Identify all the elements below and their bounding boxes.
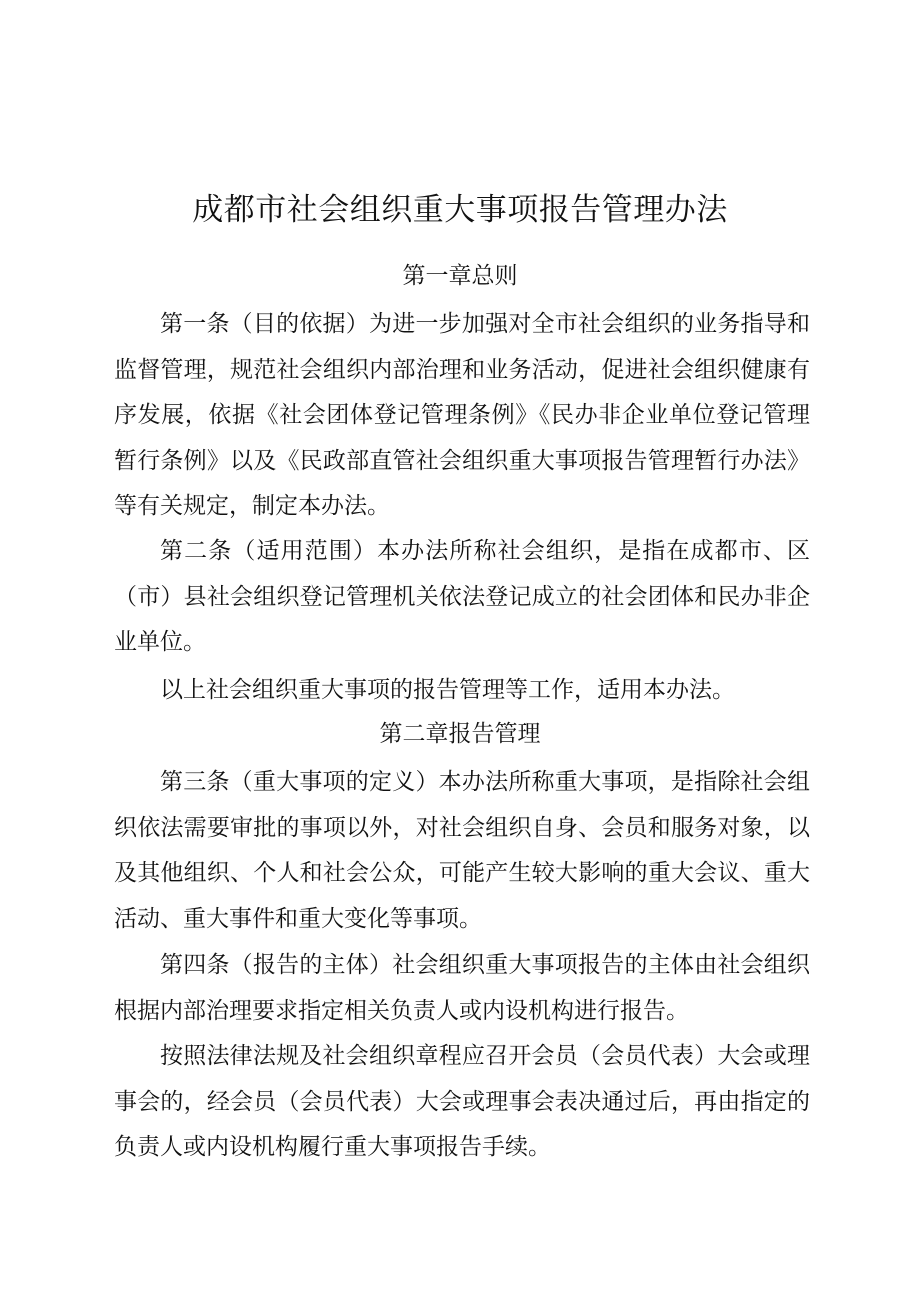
chapter-heading: 第二章报告管理 bbox=[379, 721, 541, 747]
article-paragraph: 第二条（适用范围）本办法所称社会组织，是指在成都市、区（市）县社会组织登记管理机关依法登记成立的社会团体和民办非企业单位。 bbox=[114, 538, 810, 656]
document-title: 成都市社会组织重大事项报告管理办法 bbox=[192, 192, 728, 228]
article-paragraph: 以上社会组织重大事项的报告管理等工作，适用本办法。 bbox=[160, 677, 735, 703]
chapter-heading: 第一章总则 bbox=[402, 263, 518, 289]
article-paragraph: 第一条（目的依据）为进一步加强对全市社会组织的业务指导和监督管理，规范社会组织内部治理和业务活动，促进社会组织健康有序发展，依据《社会团体登记管理条例》《民办非企业单位登记管理暂行条例》以及《民政部直管社会组织重大事项报告管理暂行办法》等有关规定，制定本办法。 bbox=[114, 311, 810, 520]
article-paragraph: 第四条（报告的主体）社会组织重大事项报告的主体由社会组织根据内部治理要求指定相关负责人或内设机构进行报告。 bbox=[114, 952, 810, 1024]
article-paragraph: 按照法律法规及社会组织章程应召开会员（会员代表）大会或理事会的，经会员（会员代表）大会或理事会表决通过后，再由指定的负责人或内设机构履行重大事项报告手续。 bbox=[114, 1043, 810, 1161]
article-paragraph: 第三条（重大事项的定义）本办法所称重大事项，是指除社会组织依法需要审批的事项以外，对社会组织自身、会员和服务对象，以及其他组织、个人和社会公众，可能产生较大影响的重大会议、重大活动、重大事件和重大变化等事项。 bbox=[114, 769, 810, 932]
